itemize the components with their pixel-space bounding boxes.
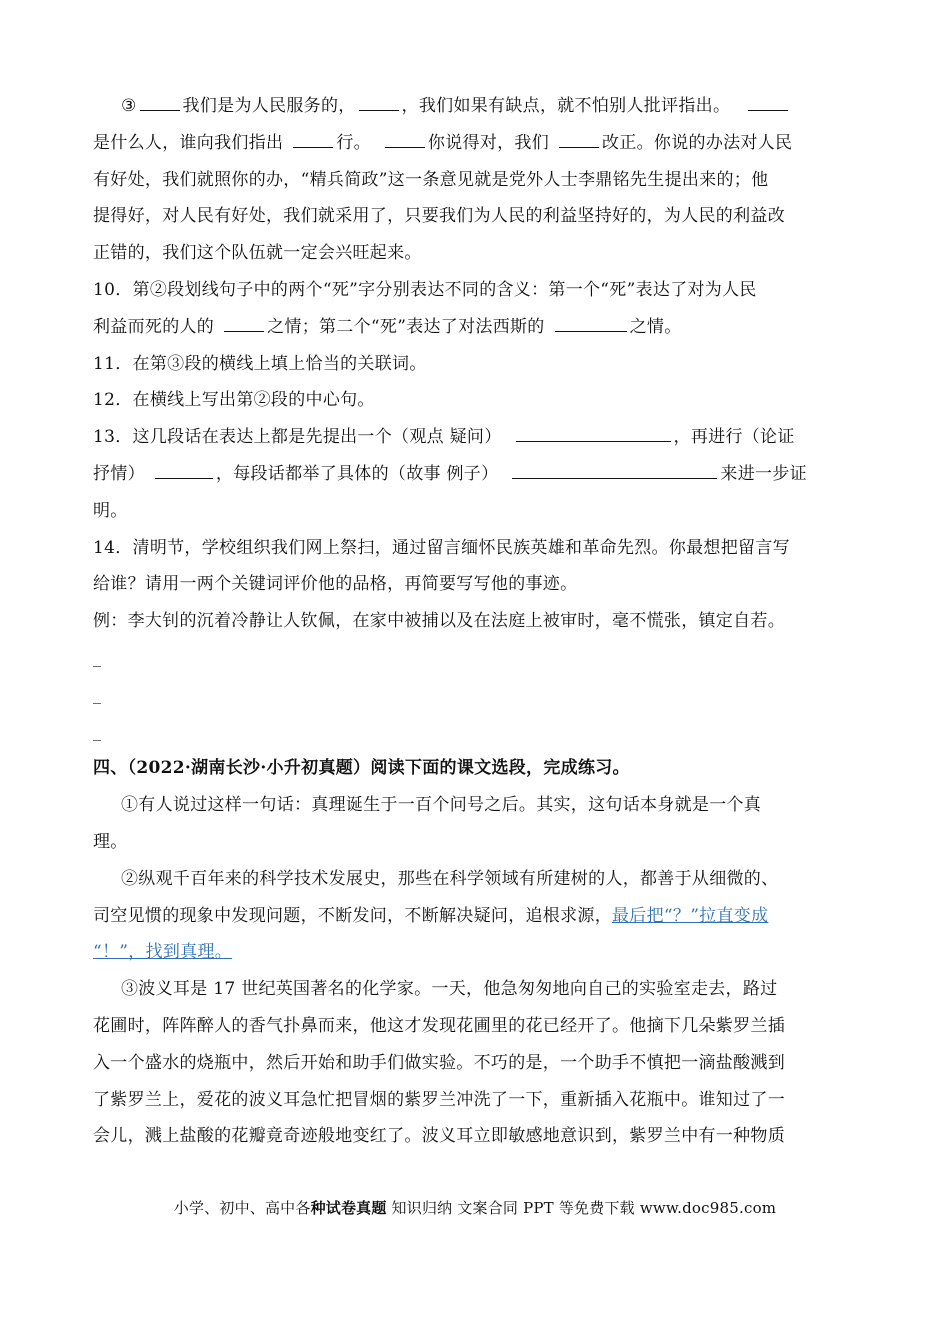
- text: 之情。: [629, 316, 682, 337]
- answer-line-1[interactable]: _: [93, 647, 102, 667]
- answer-blank[interactable]: [155, 460, 213, 479]
- paragraph-3-line-2: [93, 125, 858, 162]
- text: ，每段话都举了具体的（故事 例子）: [215, 463, 499, 484]
- question-11: 11．在第③段的横线上填上恰当的关联词。: [93, 353, 427, 374]
- text: ，再进行（论证: [673, 427, 795, 448]
- section-4-p1-line-1: ①有人说过这样一句话：真理诞生于一百个问号之后。其实，这句话本身就是一个真: [121, 795, 762, 816]
- section-4-p3-line-5: 会儿，溅上盐酸的花瓣竟奇迹般地变红了。波义耳立即敏感地意识到，紫罗兰中有一种物质: [93, 1126, 785, 1147]
- section-4-p2-line-3: [93, 934, 858, 971]
- answer-blank[interactable]: [293, 129, 333, 148]
- answer-blank[interactable]: [359, 92, 399, 111]
- underlined-sentence: “！”，找到真理。: [93, 942, 233, 963]
- paragraph-3-line-4: 提得好，对人民有好处，我们就采用了，只要我们为人民的利益坚持好的，为人民的利益改: [93, 206, 785, 227]
- text: ③: [121, 96, 137, 116]
- text: 行。: [336, 132, 371, 153]
- document-body: [93, 88, 858, 1155]
- page-footer: [0, 1197, 950, 1218]
- question-12: 12．在横线上写出第②段的中心句。: [93, 390, 375, 411]
- answer-line-3[interactable]: _: [93, 721, 102, 741]
- text: 你说得对，我们: [427, 132, 550, 153]
- text: 抒情）: [93, 463, 145, 484]
- text: 13．这几段话在表达上都是先提出一个（观点 疑问）: [93, 427, 502, 448]
- footer-text: 知识归纳 文案合同 PPT 等免费下载 www.doc985.com: [386, 1199, 777, 1217]
- question-10-line-1: 10．第②段划线句子中的两个“死”字分别表达不同的含义：第一个“死”表达了对为人民: [93, 279, 757, 300]
- text: 来进一步证: [720, 463, 807, 484]
- paragraph-3-line-3: 有好处，我们就照你的办，“精兵简政”这一条意见就是党外人士李鼎铭先生提出来的；他: [93, 169, 769, 190]
- section-4-p3-line-3: 入一个盛水的烧瓶中，然后开始和助手们做实验。不巧的是，一个助手不慎把一滴盐酸溅到: [93, 1052, 785, 1073]
- question-14-line-1: 14．清明节，学校组织我们网上祭扫，通过留言缅怀民族英雄和革命先烈。你最想把留言写: [93, 537, 790, 558]
- answer-line-2[interactable]: _: [93, 684, 102, 704]
- question-13-line-1: [93, 419, 858, 456]
- underlined-sentence: 最后把“？”拉直变成: [612, 905, 769, 926]
- answer-blank[interactable]: [748, 92, 788, 111]
- footer-text-bold: 种试卷真题: [310, 1199, 387, 1217]
- answer-blank[interactable]: [512, 460, 717, 479]
- section-4-heading: 四、（2022·湖南长沙·小升初真题）阅读下面的课文选段，完成练习。: [93, 758, 630, 779]
- section-4-p2-line-1: ②纵观千百年来的科学技术发展史，那些在科学领域有所建树的人，都善于从细微的、: [121, 868, 779, 889]
- section-4-p3-line-1: ③波义耳是 17 世纪英国著名的化学家。一天，他急匆匆地向自己的实验室走去，路过: [121, 979, 778, 1000]
- answer-blank[interactable]: [559, 129, 599, 148]
- answer-blank[interactable]: [224, 313, 264, 332]
- answer-blank[interactable]: [385, 129, 425, 148]
- section-4-p3-line-4: 了紫罗兰上，爱花的波义耳急忙把冒烟的紫罗兰冲洗了一下，重新插入花瓶中。谁知过了一: [93, 1089, 785, 1110]
- text: 利益而死的人的: [93, 316, 215, 337]
- section-4-p3-line-2: 花圃时，阵阵醉人的香气扑鼻而来，他这才发现花圃里的花已经开了。他摘下几朵紫罗兰插: [93, 1015, 785, 1036]
- answer-blank[interactable]: [555, 313, 627, 332]
- question-13-line-3: 明。: [93, 500, 128, 521]
- answer-blank[interactable]: [516, 423, 671, 442]
- text: 改正。你说的办法对人民: [602, 132, 793, 153]
- text: 是什么人，谁向我们指出: [93, 132, 284, 153]
- paragraph-3-line-5: 正错的，我们这个队伍就一定会兴旺起来。: [93, 243, 422, 264]
- section-4-p1-line-2: 理。: [93, 831, 128, 852]
- question-14-example: 例：李大钊的沉着冷静让人钦佩，在家中被捕以及在法庭上被审时，毫不慌张，镇定自若。: [93, 611, 785, 632]
- answer-blank[interactable]: [140, 92, 180, 111]
- footer-text: 小学、初中、高中各: [173, 1199, 311, 1217]
- text: ，我们如果有缺点，就不怕别人批评指出。: [401, 96, 731, 116]
- text: 司空见惯的现象中发现问题，不断发问，不断解决疑问，追根求源，: [93, 905, 612, 926]
- question-13-line-2: [93, 456, 858, 493]
- text: 之情；第二个“死”表达了对法西斯的: [267, 316, 545, 337]
- text: 我们是为人民服务的，: [182, 96, 356, 116]
- section-4-p2-line-2: [93, 898, 858, 935]
- question-10-line-2: [93, 309, 858, 346]
- question-14-line-2: 给谁？请用一两个关键词评价他的品格，再简要写写他的事迹。: [93, 574, 578, 595]
- paragraph-3-line-1: [93, 88, 858, 125]
